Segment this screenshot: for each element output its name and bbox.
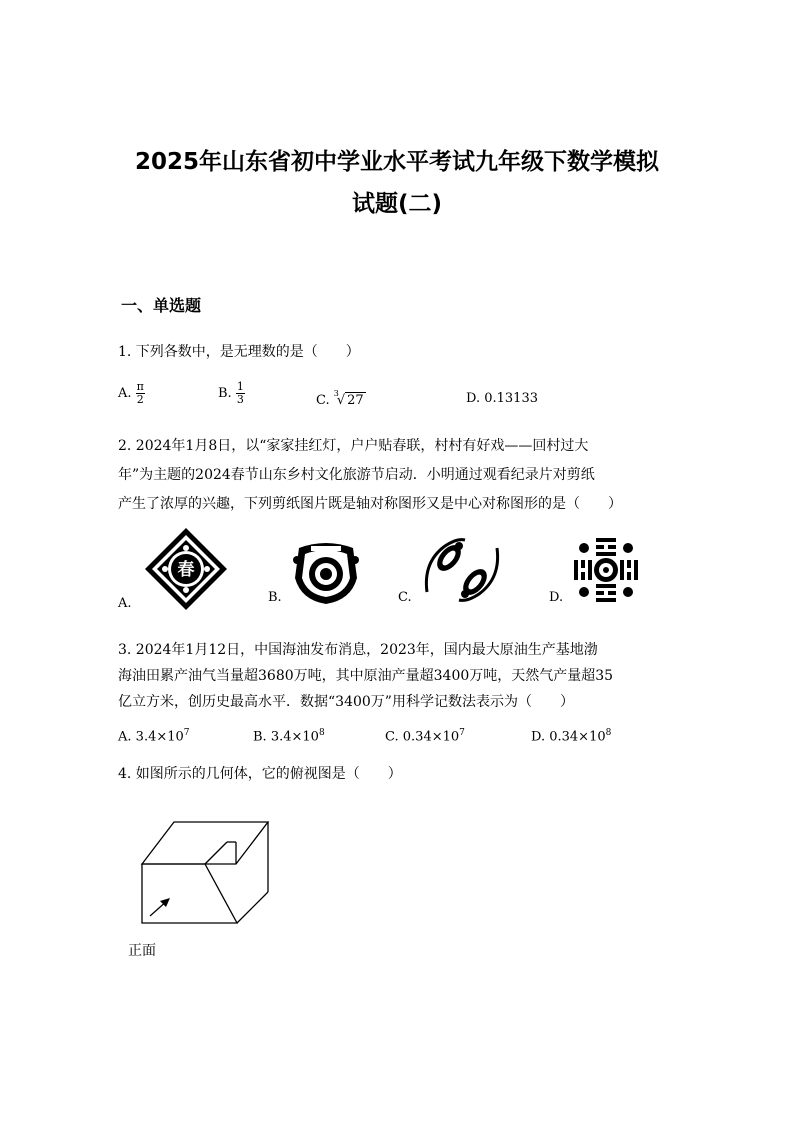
- q1-b-numerator: 1: [236, 380, 244, 393]
- q1-c-radicand: 27: [347, 393, 364, 408]
- q3-option-a: [118, 728, 190, 744]
- q3-option-c-base: 0.34×10: [402, 729, 460, 745]
- question-3-line3: 亿立方米，创历史最高水平．数据“3400万”用科学记数法表示为（ ）: [118, 694, 574, 710]
- q1-option-d-label: D.: [466, 391, 481, 406]
- question-2-line2: 年”为主题的2024春节山东乡村文化旅游节启动．小明通过观看纪录片对剪纸: [118, 467, 595, 483]
- q3-option-a-label: A.: [118, 729, 132, 745]
- question-3-line2: 海油田累产油气当量超3680万吨，其中原油产量超3400万吨，天然气产量超35: [118, 668, 614, 684]
- question-2-line3: 产生了浓厚的兴趣，下列剪纸图片既是轴对称图形又是中心对称图形的是（ ）: [118, 496, 622, 512]
- question-4-stem: 4. 如图所示的几何体，它的俯视图是（ ）: [118, 766, 402, 782]
- q2-option-d-papercut-image: [572, 536, 640, 604]
- q2-option-c-label: C.: [398, 590, 412, 605]
- q1-a-denominator: 2: [136, 393, 144, 406]
- q1-a-numerator: π: [136, 380, 144, 393]
- q2-option-b-label: B.: [268, 590, 282, 605]
- q3-option-b: [253, 728, 325, 744]
- q2-option-a-papercut-image: [143, 526, 229, 612]
- q2-option-d-label: D.: [549, 590, 564, 605]
- page-title-line1: 2025年山东省初中学业水平考试九年级下数学模拟: [134, 149, 659, 175]
- q3-option-b-label: B.: [253, 729, 267, 745]
- page-title-line2: 试题(二): [351, 191, 443, 217]
- q3-option-c-label: C.: [385, 729, 399, 745]
- q1-c-root-index: 3: [333, 389, 339, 398]
- q1-option-a: [118, 381, 145, 406]
- q3-option-d-exponent: 8: [605, 728, 612, 738]
- q4-front-label: 正面: [128, 943, 156, 959]
- q2-option-a-label: A.: [118, 596, 132, 611]
- q2-option-c-papercut-image: [421, 532, 503, 608]
- q3-option-c: [385, 728, 465, 744]
- q1-option-c-radical: $^3$√ 27: [333, 389, 364, 408]
- q3-option-a-base: 3.4×10: [135, 729, 184, 745]
- q2-option-b-papercut-image: [291, 538, 361, 606]
- q1-option-b-fraction: [236, 381, 245, 406]
- q1-b-denominator: 3: [236, 393, 244, 406]
- q3-option-d: [531, 728, 611, 744]
- q3-option-c-exponent: 7: [459, 728, 465, 738]
- question-1-stem: 1. 下列各数中，是无理数的是（ ）: [118, 344, 360, 360]
- q3-option-a-exponent: 7: [183, 728, 190, 738]
- q1-option-a-fraction: [136, 381, 145, 406]
- q3-option-d-base: 0.34×10: [549, 729, 606, 745]
- q1-option-a-label: A.: [118, 386, 132, 401]
- section-heading: 一、单选题: [121, 296, 202, 315]
- q1-option-b: [218, 381, 245, 406]
- question-2-line1: 2. 2024年1月8日，以“家家挂红灯，户户贴春联，村村有好戏——回村过大: [118, 438, 589, 454]
- q3-option-b-exponent: 8: [318, 728, 325, 738]
- q3-option-d-label: D.: [531, 729, 546, 745]
- q1-option-c: [316, 389, 366, 408]
- q3-option-b-base: 3.4×10: [270, 729, 319, 745]
- question-3-line1: 3. 2024年1月12日，中国海油发布消息，2023年，国内最大原油生产基地渤: [118, 642, 598, 658]
- q2-a-spring-char: 春: [177, 560, 195, 580]
- q1-option-c-label: C.: [316, 393, 330, 408]
- q1-option-d-value: 0.13133: [484, 391, 538, 406]
- q1-option-b-label: B.: [218, 386, 232, 401]
- q1-option-d: [466, 391, 538, 406]
